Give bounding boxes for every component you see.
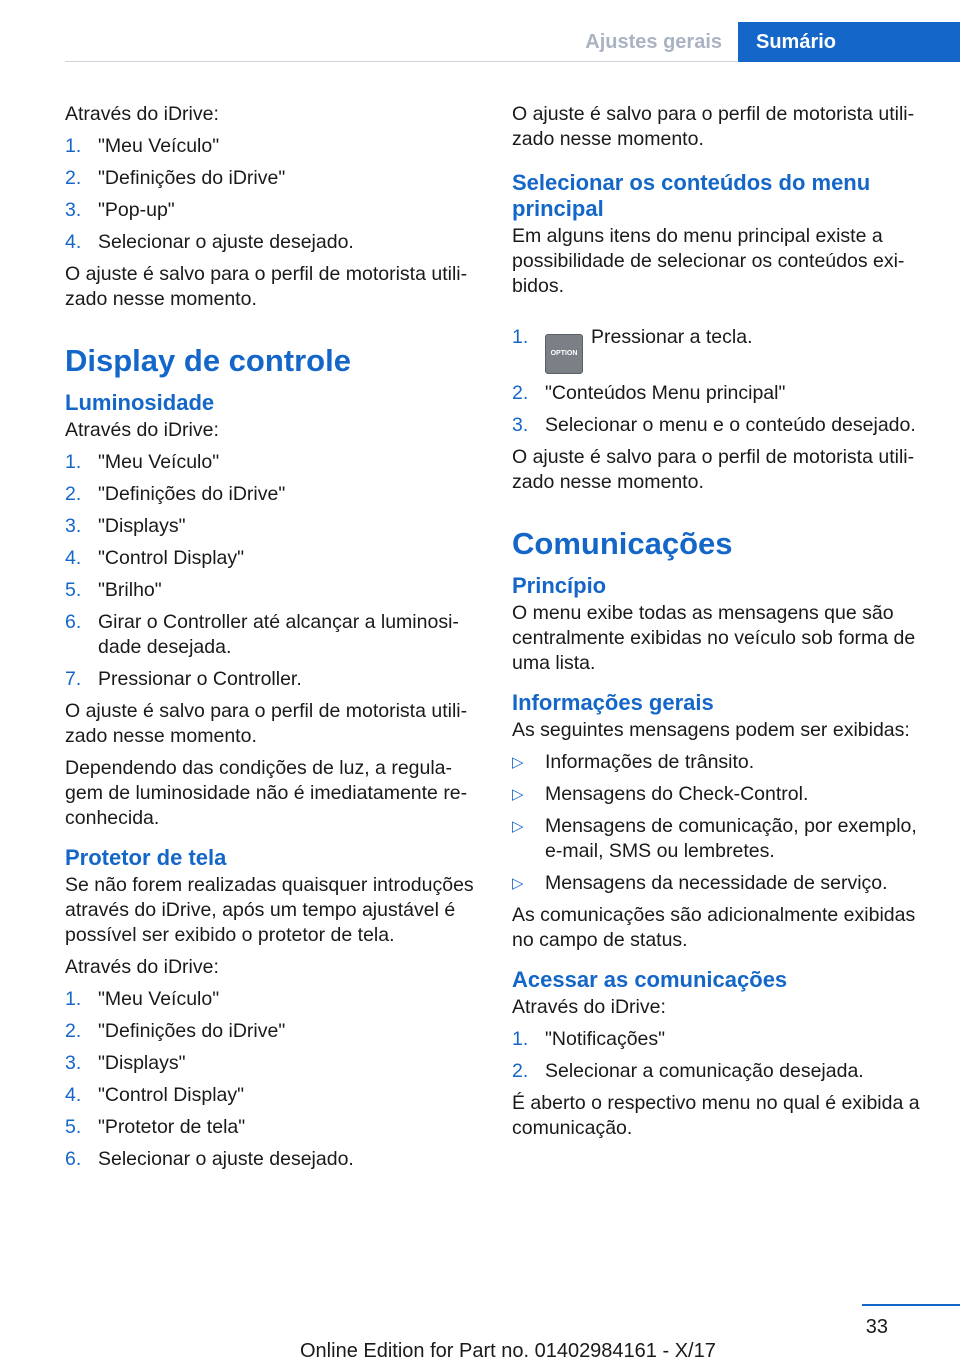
list-item: 1. OPTIONPressionar a tecla. — [512, 325, 928, 374]
footer-divider — [862, 1304, 960, 1306]
list-item: 4. "Control Display" — [65, 547, 245, 569]
list-item: 5. "Brilho" — [65, 579, 162, 601]
heading-acessar-comunicacoes: Acessar as comunicações — [512, 967, 788, 992]
right-column — [512, 102, 928, 1148]
list-item: 1. "Notificações" — [512, 1028, 666, 1050]
list-item: 2. "Definições do iDrive" — [65, 167, 286, 189]
section-tab[interactable]: Ajustes gerais — [585, 31, 722, 53]
triangle-bullet-icon: ▷ — [512, 786, 524, 803]
list-item: ▷ Mensagens do Check-Control. — [512, 783, 809, 805]
triangle-bullet-icon: ▷ — [512, 818, 524, 835]
steps-list-1 — [65, 134, 481, 255]
list-item: 2. "Definições do iDrive" — [65, 1020, 286, 1042]
intro-text: Através do iDrive: — [512, 996, 666, 1018]
heading-protetor-de-tela: Protetor de tela — [65, 845, 227, 870]
list-item: 4. Selecionar o ajuste desejado. — [65, 231, 354, 253]
summary-tab[interactable]: Sumário — [738, 22, 960, 62]
intro-text: Através do iDrive: — [65, 419, 219, 441]
saved-note: O ajuste é salvo para o perfil de motorista utilizado nesse momento. — [512, 446, 915, 493]
list-item: 1. "Meu Veículo" — [65, 988, 220, 1010]
list-item: 3. "Displays" — [65, 515, 186, 537]
message-bullets — [512, 750, 928, 896]
steps-list-3 — [65, 987, 481, 1172]
list-item: 1. "Meu Veículo" — [65, 451, 220, 473]
protetor-text: Se não forem realizadas quaisquer introduções através do iDrive, após um tempo ajustável é possível ser exibido o protetor de tela. — [65, 874, 474, 946]
intro-text: Através do iDrive: — [65, 103, 219, 125]
list-item: 2. "Conteúdos Menu principal" — [512, 382, 786, 404]
acessar-note: É aberto o respectivo menu no qual é exibida a comunicação. — [512, 1092, 920, 1139]
list-item: 2. "Definições do iDrive" — [65, 483, 286, 505]
heading-luminosidade: Luminosidade — [65, 390, 215, 415]
list-item: ▷ Informações de trânsito. — [512, 751, 755, 773]
list-item: 1. "Meu Veículo" — [65, 135, 220, 157]
steps-list-2 — [65, 450, 481, 692]
steps-list-5 — [512, 1027, 928, 1084]
triangle-bullet-icon: ▷ — [512, 875, 524, 892]
list-item: 2. Selecionar a comunicação desejada. — [512, 1060, 864, 1082]
saved-note: O ajuste é salvo para o perfil de motorista utilizado nesse momento. — [65, 263, 468, 310]
left-column — [65, 102, 481, 1179]
info-intro: As seguintes mensagens podem ser exibidas: — [512, 719, 910, 741]
list-item: 6. Selecionar o ajuste desejado. — [65, 1148, 354, 1170]
luminosity-note: Dependendo das condições de luz, a regulagem de luminosidade não é imediatamente reconhecida. — [65, 757, 468, 829]
info-note: As comunicações são adicionalmente exibidas no campo de status. — [512, 904, 916, 951]
list-item: ▷ Mensagens da necessidade de serviço. — [512, 872, 888, 894]
heading-comunicacoes: Comunicações — [512, 526, 733, 561]
list-item: 3. "Pop-up" — [65, 199, 175, 221]
page-header — [585, 22, 960, 62]
list-item: 3. Selecionar o menu e o conteúdo desejado. — [512, 414, 916, 436]
heading-principio: Princípio — [512, 573, 607, 598]
header-divider — [65, 61, 737, 62]
steps-list-4 — [512, 325, 928, 438]
menu-text: Em alguns itens do menu principal existe a possibilidade de selecionar os conteúdos exibidos. — [512, 225, 905, 297]
list-item: ▷ Mensagens de comunicação, por exemplo, e-mail, SMS ou lembretes. — [512, 815, 917, 862]
list-item: 4. "Control Display" — [65, 1084, 245, 1106]
heading-informacoes-gerais: Informações gerais — [512, 690, 714, 715]
triangle-bullet-icon: ▷ — [512, 754, 524, 771]
list-item: 6. Girar o Controller até alcançar a luminosidade desejada. — [65, 611, 459, 658]
list-item: 3. "Displays" — [65, 1052, 186, 1074]
heading-display-de-controle: Display de controle — [65, 343, 351, 378]
principio-text: O menu exibe todas as mensagens que são centralmente exibidas no veículo sob forma de uma lista. — [512, 602, 916, 674]
edition-footer: Online Edition for Part no. 01402984161 - X/17 — [300, 1340, 716, 1362]
option-key-icon: OPTION — [545, 334, 583, 374]
page-number: 33 — [865, 1316, 888, 1338]
list-item: 7. Pressionar o Controller. — [65, 668, 302, 690]
saved-note: O ajuste é salvo para o perfil de motorista utilizado nesse momento. — [512, 103, 915, 150]
heading-selecionar-conteudos: Selecionar os conteúdos do menu principal — [512, 170, 871, 221]
list-item: 5. "Protetor de tela" — [65, 1116, 246, 1138]
saved-note: O ajuste é salvo para o perfil de motorista utilizado nesse momento. — [65, 700, 468, 747]
intro-text: Através do iDrive: — [65, 956, 219, 978]
